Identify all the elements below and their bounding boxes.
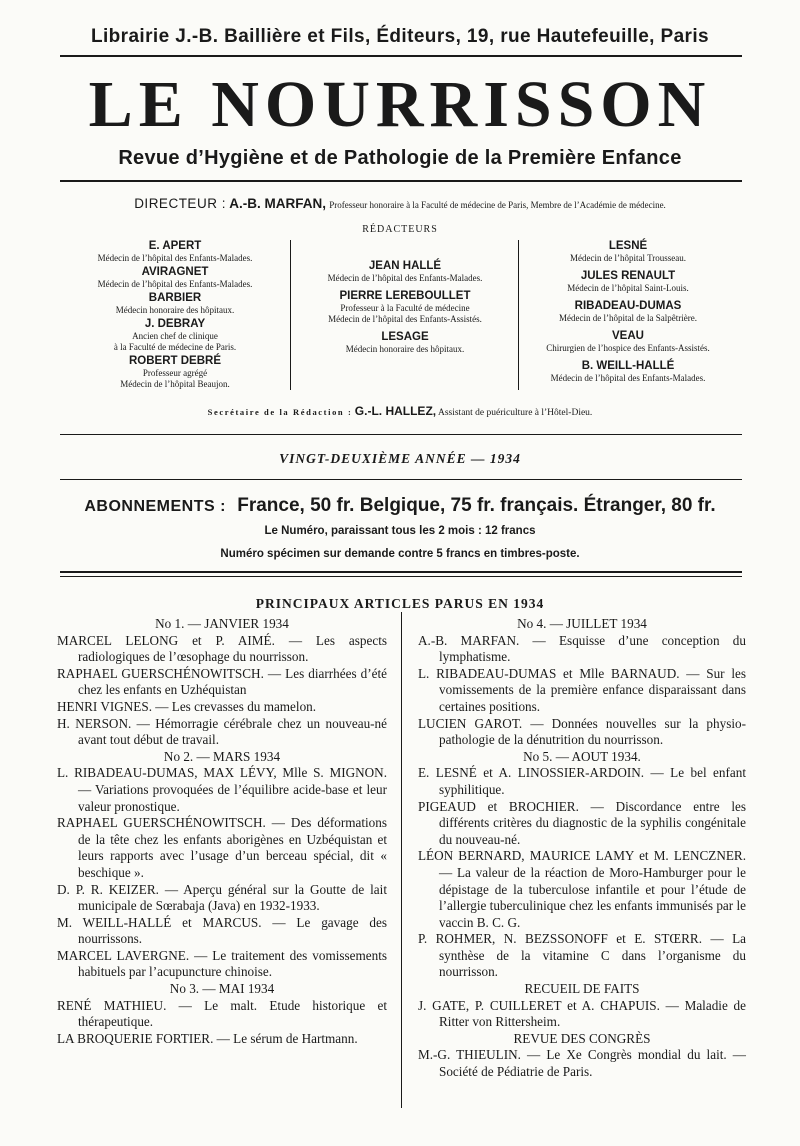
redacteurs-right-column bbox=[522, 240, 734, 384]
redacteurs-label: RÉDACTEURS bbox=[362, 224, 438, 235]
editor-title: Ancien chef de clinique bbox=[132, 331, 218, 341]
redacteurs-left-column bbox=[70, 240, 280, 390]
editor-entry bbox=[522, 240, 734, 264]
article-entry: H. NERSON. — Hémorragie cérébrale chez un nouveau-né avant tout début de travail. bbox=[57, 715, 387, 748]
editor-entry bbox=[300, 290, 510, 325]
secretaire-description: Assistant de puériculture à l’Hôtel-Dieu. bbox=[437, 408, 593, 418]
issue-heading: No 1. — JANVIER 1934 bbox=[155, 616, 289, 631]
journal-subtitle: Revue d’Hygiène et de Pathologie de la Première Enfance bbox=[118, 147, 682, 169]
article-entry: LA BROQUERIE FORTIER. — Le sérum de Hartmann. bbox=[57, 1030, 358, 1046]
journal-title: LE NOURRISSON bbox=[88, 68, 712, 141]
editor-name: AVIRAGNET bbox=[141, 266, 209, 278]
editor-title: Médecin de l’hôpital des Enfants-Assistés. bbox=[328, 314, 482, 324]
editor-name: VEAU bbox=[612, 330, 644, 342]
column-divider bbox=[518, 240, 519, 390]
article-entry: J. GATE, P. CUILLERET et A. CHAPUIS. — Maladie de Ritter von Rittersheim. bbox=[418, 997, 746, 1030]
editor-entry bbox=[70, 318, 280, 353]
article-entry: L. RIBADEAU-DUMAS, MAX LÉVY, Mlle S. MIGNON. — Variations provoquées de l’équilibre acide-base et leur valeur pronostique. bbox=[57, 765, 387, 814]
articles-left-column bbox=[57, 616, 387, 1047]
secretaire-name: G.-L. HALLEZ, bbox=[354, 404, 437, 418]
editor-title: Médecin de l’hôpital des Enfants-Malades. bbox=[327, 273, 483, 283]
director-name: A.-B. MARFAN, bbox=[229, 196, 326, 211]
article-entry: D. P. R. KEIZER. — Aperçu général sur la Goutte de lait municipale de Sœrabaja (Java) en 1932-1933. bbox=[57, 881, 387, 914]
editor-entry bbox=[522, 360, 734, 384]
editor-title: Médecin de l’hôpital Beaujon. bbox=[120, 379, 230, 389]
editor-name: ROBERT DEBRÉ bbox=[128, 355, 221, 367]
redacteurs-middle-column bbox=[300, 260, 510, 355]
secretaire-line bbox=[0, 404, 800, 418]
article-entry: MARCEL LAVERGNE. — Le traitement des vomissements habituels par l’acupuncture chinoise. bbox=[57, 947, 387, 980]
column-divider bbox=[290, 240, 291, 390]
editor-title: Médecin honoraire des hôpitaux. bbox=[115, 305, 235, 315]
article-entry: MARCEL LELONG et P. AIMÉ. — Les aspects radiologiques de l’œsophage du nourrisson. bbox=[57, 632, 387, 665]
article-entry: RENÉ MATHIEU. — Le malt. Etude historique et thérapeutique. bbox=[57, 997, 387, 1030]
article-entry: M. WEILL-HALLÉ et MARCUS. — Le gavage des nourrissons. bbox=[57, 914, 387, 947]
header-rule bbox=[60, 180, 742, 182]
editor-name: E. APERT bbox=[148, 240, 202, 252]
editor-title: Médecin de l’hôpital des Enfants-Malades. bbox=[97, 279, 253, 289]
articles-right-column bbox=[418, 616, 746, 1081]
editor-entry bbox=[70, 292, 280, 316]
specimen-offer: Numéro spécimen sur demande contre 5 francs en timbres-poste. bbox=[220, 548, 580, 560]
editor-title: Professeur à la Faculté de médecine bbox=[340, 303, 470, 313]
editor-name: JULES RENAULT bbox=[580, 270, 676, 282]
editor-entry bbox=[522, 270, 734, 294]
price-etranger: Étranger, 80 fr. bbox=[583, 495, 716, 516]
director-description: Professeur honoraire à la Faculté de médecine de Paris, Membre de l’Académie de médecine. bbox=[329, 200, 666, 210]
article-entry: LUCIEN GAROT. — Données nouvelles sur la physio-pathologie de la dénutrition du nourrisson. bbox=[418, 715, 746, 748]
section-heading: REVUE DES CONGRÈS bbox=[513, 1030, 651, 1046]
article-entry: P. ROHMER, N. BEZSSONOFF et E. STŒRR. — La synthèse de la vitamine C dans l’organisme du nourrisson. bbox=[418, 931, 746, 980]
editor-title: Médecin de l’hôpital de la Salpêtrière. bbox=[559, 313, 697, 323]
price-belgique: Belgique, 75 fr. français. bbox=[359, 495, 579, 516]
editor-title: à la Faculté de médecine de Paris. bbox=[113, 342, 237, 352]
editor-entry bbox=[300, 260, 510, 284]
article-entry: L. RIBADEAU-DUMAS et Mlle BARNAUD. — Sur les vomissements de la première enfance disparaissant dans certaines positions. bbox=[418, 665, 746, 714]
top-rule bbox=[60, 55, 742, 57]
editor-title: Chirurgien de l’hospice des Enfants-Assistés. bbox=[546, 343, 710, 353]
volume-year: VINGT-DEUXIÈME ANNÉE — 1934 bbox=[279, 451, 521, 466]
director-label: DIRECTEUR : bbox=[134, 196, 226, 211]
section-heading: RECUEIL DE FAITS bbox=[524, 981, 640, 997]
editor-name: B. WEILL-HALLÉ bbox=[581, 360, 675, 372]
year-rule bbox=[60, 479, 742, 480]
editor-name: RIBADEAU-DUMAS bbox=[574, 300, 682, 312]
subscription-label: ABONNEMENTS : bbox=[84, 498, 226, 515]
subscription-rule-thin bbox=[60, 576, 742, 577]
article-entry: LÉON BERNARD, MAURICE LAMY et M. LENCZNER. — La valeur de la réaction de Moro-Hamburger pour le dépistage de la tuberculose infantile et pour l’étude de l’allergie tuberculinique chez les enfants immunisés par le vaccin B. C. G. bbox=[418, 848, 746, 930]
editor-name: LESAGE bbox=[381, 331, 429, 343]
article-entry: A.-B. MARFAN. — Esquisse d’une conception du lymphatisme. bbox=[418, 632, 746, 665]
editor-name: BARBIER bbox=[148, 292, 202, 304]
editor-entry bbox=[522, 300, 734, 324]
issue-heading: No 4. — JUILLET 1934 bbox=[517, 616, 647, 631]
editor-title: Médecin de l’hôpital des Enfants-Malades. bbox=[97, 253, 253, 263]
article-entry: RAPHAEL GUERSCHÉNOWITSCH. — Les diarrhées d’été chez les enfants en Uzhéquistan bbox=[57, 665, 387, 698]
editor-name: PIERRE LEREBOULLET bbox=[339, 290, 471, 302]
editor-title: Médecin de l’hôpital Saint-Louis. bbox=[567, 283, 689, 293]
editor-title: Médecin de l’hôpital des Enfants-Malades. bbox=[550, 373, 706, 383]
article-entry: RAPHAEL GUERSCHÉNOWITSCH. — Des déformations de la tête chez les enfants aborigènes en Uzbéquistan et leurs rapports avec l’usage d’un berceau spécial, dit « beschique ». bbox=[57, 815, 387, 880]
subscription-rule bbox=[60, 571, 742, 573]
editor-name: J. DEBRAY bbox=[144, 318, 206, 330]
issue-heading: No 3. — MAI 1934 bbox=[169, 981, 275, 997]
editor-entry bbox=[70, 266, 280, 290]
editor-title: Médecin de l’hôpital Trousseau. bbox=[570, 253, 686, 263]
articles-title: PRINCIPAUX ARTICLES PARUS EN 1934 bbox=[255, 596, 545, 611]
secretaire-label: Secrétaire de la Rédaction : bbox=[207, 407, 353, 417]
price-france: France, 50 fr. bbox=[237, 495, 355, 516]
publisher-line: Librairie J.-B. Baillière et Fils, Éditeurs, 19, rue Hautefeuille, Paris bbox=[90, 26, 709, 47]
issue-price: Le Numéro, paraissant tous les 2 mois : 12 francs bbox=[264, 525, 536, 537]
director-line bbox=[0, 196, 800, 212]
issue-heading: No 2. — MARS 1934 bbox=[163, 748, 281, 764]
editor-name: JEAN HALLÉ bbox=[368, 260, 442, 272]
article-entry: M.-G. THIEULIN. — Le Xe Congrès mondial du lait. — Société de Pédiatrie de Paris. bbox=[418, 1047, 746, 1080]
secretaire-rule bbox=[60, 434, 742, 435]
article-entry: E. LESNÉ et A. LINOSSIER-ARDOIN. — Le bel enfant syphilitique. bbox=[418, 765, 746, 797]
article-entry: HENRI VIGNES. — Les crevasses du mamelon. bbox=[57, 698, 317, 714]
editor-entry bbox=[522, 330, 734, 354]
editor-name: LESNÉ bbox=[608, 240, 648, 252]
editor-title: Professeur agrégé bbox=[142, 368, 208, 378]
articles-column-divider bbox=[401, 612, 402, 1108]
issue-heading: No 5. — AOUT 1934. bbox=[523, 748, 641, 764]
editor-entry bbox=[70, 240, 280, 264]
editor-entry bbox=[300, 331, 510, 355]
subscription-line bbox=[0, 495, 800, 517]
article-entry: PIGEAUD et BROCHIER. — Discordance entre les différents critères du diagnostic de la syphilis congénitale du nouveau-né. bbox=[418, 798, 746, 847]
editor-title: Médecin honoraire des hôpitaux. bbox=[345, 344, 465, 354]
editor-entry bbox=[70, 355, 280, 390]
